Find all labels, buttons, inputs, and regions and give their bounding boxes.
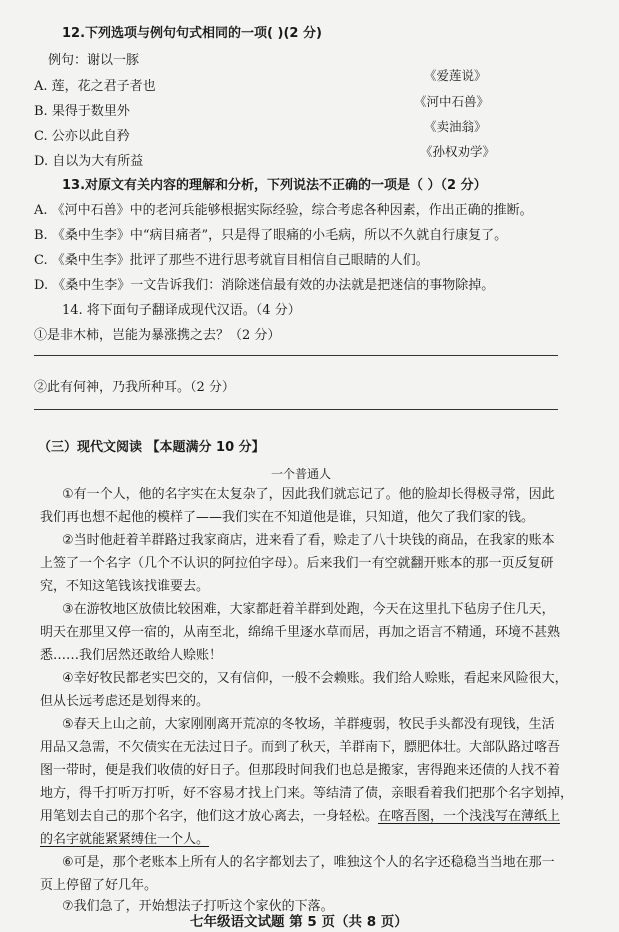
passage-line — [40, 832, 209, 848]
answer-line-2 — [34, 409, 558, 410]
q14-stem: 14. 将下面句子翻译成现代汉语。（4 分） — [62, 303, 301, 318]
q12-source-a: 《爱莲说》 — [424, 68, 487, 83]
passage-line: ④幸好牧民都老实巴交的，又有信仰，一般不会赖账。我们给人赊账，看起来风险很大， — [62, 671, 568, 686]
q12-source-d: 《孙权劝学》 — [420, 144, 496, 159]
passage-line: ①有一个人，他的名字实在太复杂了，因此我们就忘记了。他的脸却长得极寻常，因此 — [62, 487, 555, 502]
passage-line: ⑥可是，那个老账本上所有人的名字都划去了，唯独这个人的名字还稳稳当当地在那一 — [62, 855, 555, 870]
q13-option-b: B. 《桑中生李》中“病目痛者”，只是得了眼痛的小毛病，所以不久就自行康复了。 — [34, 228, 508, 243]
passage-line: ⑤春天上山之前，大家刚刚离开荒凉的冬牧场，羊群瘦弱，牧民手头都没有现钱，生活 — [62, 717, 555, 732]
q12-source-b: 《河中石兽》 — [414, 94, 490, 109]
passage-title: 一个普通人 — [271, 467, 332, 481]
passage-line: ②当时他赶着羊群路过我家商店，进来看了看，赊走了八十块钱的商品，在我家的账本 — [62, 533, 555, 548]
q12-option-b: B. 果得于数里外 — [34, 104, 130, 119]
q12-stem: 12.下列选项与例句句式相同的一项( )(2 分) — [62, 26, 322, 41]
q13-option-c: C. 《桑中生李》批评了那些不进行思考就盲目相信自己眼睛的人们。 — [34, 253, 429, 268]
q12-option-c: C. 公亦以此自矜 — [34, 129, 130, 144]
q14-sentence-1: ①是非木柿，岂能为暴涨携之去？（2 分） — [34, 328, 281, 343]
q13-stem: 13.对原文有关内容的理解和分析，下列说法不正确的一项是（ ）（2 分） — [62, 178, 487, 193]
q12-example: 例句：谢以一豚 — [48, 53, 140, 68]
passage-line: 我们再也想不起他的模样了——我们实在不知道他是谁，只知道，他欠了我们家的钱。 — [40, 510, 535, 525]
passage-line: ⑦我们急了，开始想法子打听这个家伙的下落。 — [62, 899, 334, 914]
passage-line — [40, 809, 560, 825]
passage-line: 用品又急需，不欠债实在无法过日子。而到了秋天，羊群南下，膘肥体壮。大部队路过喀吾 — [40, 740, 561, 755]
answer-line-1 — [34, 355, 558, 356]
section3-heading: （三）现代文阅读 【本题满分 10 分】 — [38, 440, 265, 455]
passage-line: 明天在那里又停一宿的，从南至北，绵绵千里逐水草而居，再加之语言不精通，环境不甚熟 — [40, 625, 561, 640]
underlined-sentence: 的名字就能紧紧缚住一个人。 — [40, 832, 210, 847]
q14-sentence-2: ②此有何神，乃我所种耳。（2 分） — [34, 380, 235, 395]
passage-line-text: 用笔划去自己的那个名字，他们这才放心离去，一身轻松。 — [40, 809, 379, 824]
passage-line: ③在游牧地区放债比较困难，大家都赶着羊群到处跑，今天在这里扎下毡房子住几天， — [62, 602, 555, 617]
passage-line: 上签了一个名字（几个不认识的阿拉伯字母）。后来我们一有空就翻开账本的那一页反复研 — [40, 556, 554, 571]
passage-line: 悉……我们居然还敢给人赊账！ — [40, 648, 223, 663]
passage-line: 但从长远考虑还是划得来的。 — [40, 694, 210, 709]
underlined-sentence: 在喀吾图，一个浅浅写在薄纸上 — [378, 809, 561, 824]
q12-option-a: A. 莲，花之君子者也 — [34, 79, 156, 94]
q12-option-d: D. 自以为大有所益 — [34, 154, 144, 169]
passage-line: 页上停留了好几年。 — [40, 878, 158, 893]
q13-option-d: D. 《桑中生李》一文告诉我们：消除迷信最有效的办法就是把迷信的事物除掉。 — [34, 278, 495, 293]
passage-line: 地方，得千打听万打听，好不容易才找上门来。等结清了债，亲眼看着我们把那个名字划掉， — [40, 786, 574, 801]
q13-option-a: A. 《河中石兽》中的老河兵能够根据实际经验，综合考虑各种因素，作出正确的推断。 — [34, 203, 533, 218]
passage-line: 究，不知这笔钱该找谁要去。 — [40, 579, 210, 594]
passage-line: 图一带时，便是我们收债的好日子。但那段时间我们也总是搬家，害得跑来还债的人找不着 — [40, 763, 561, 778]
page-footer: 七年级语文试题 第 5 页（共 8 页） — [190, 914, 408, 930]
q12-source-c: 《卖油翁》 — [424, 119, 487, 134]
